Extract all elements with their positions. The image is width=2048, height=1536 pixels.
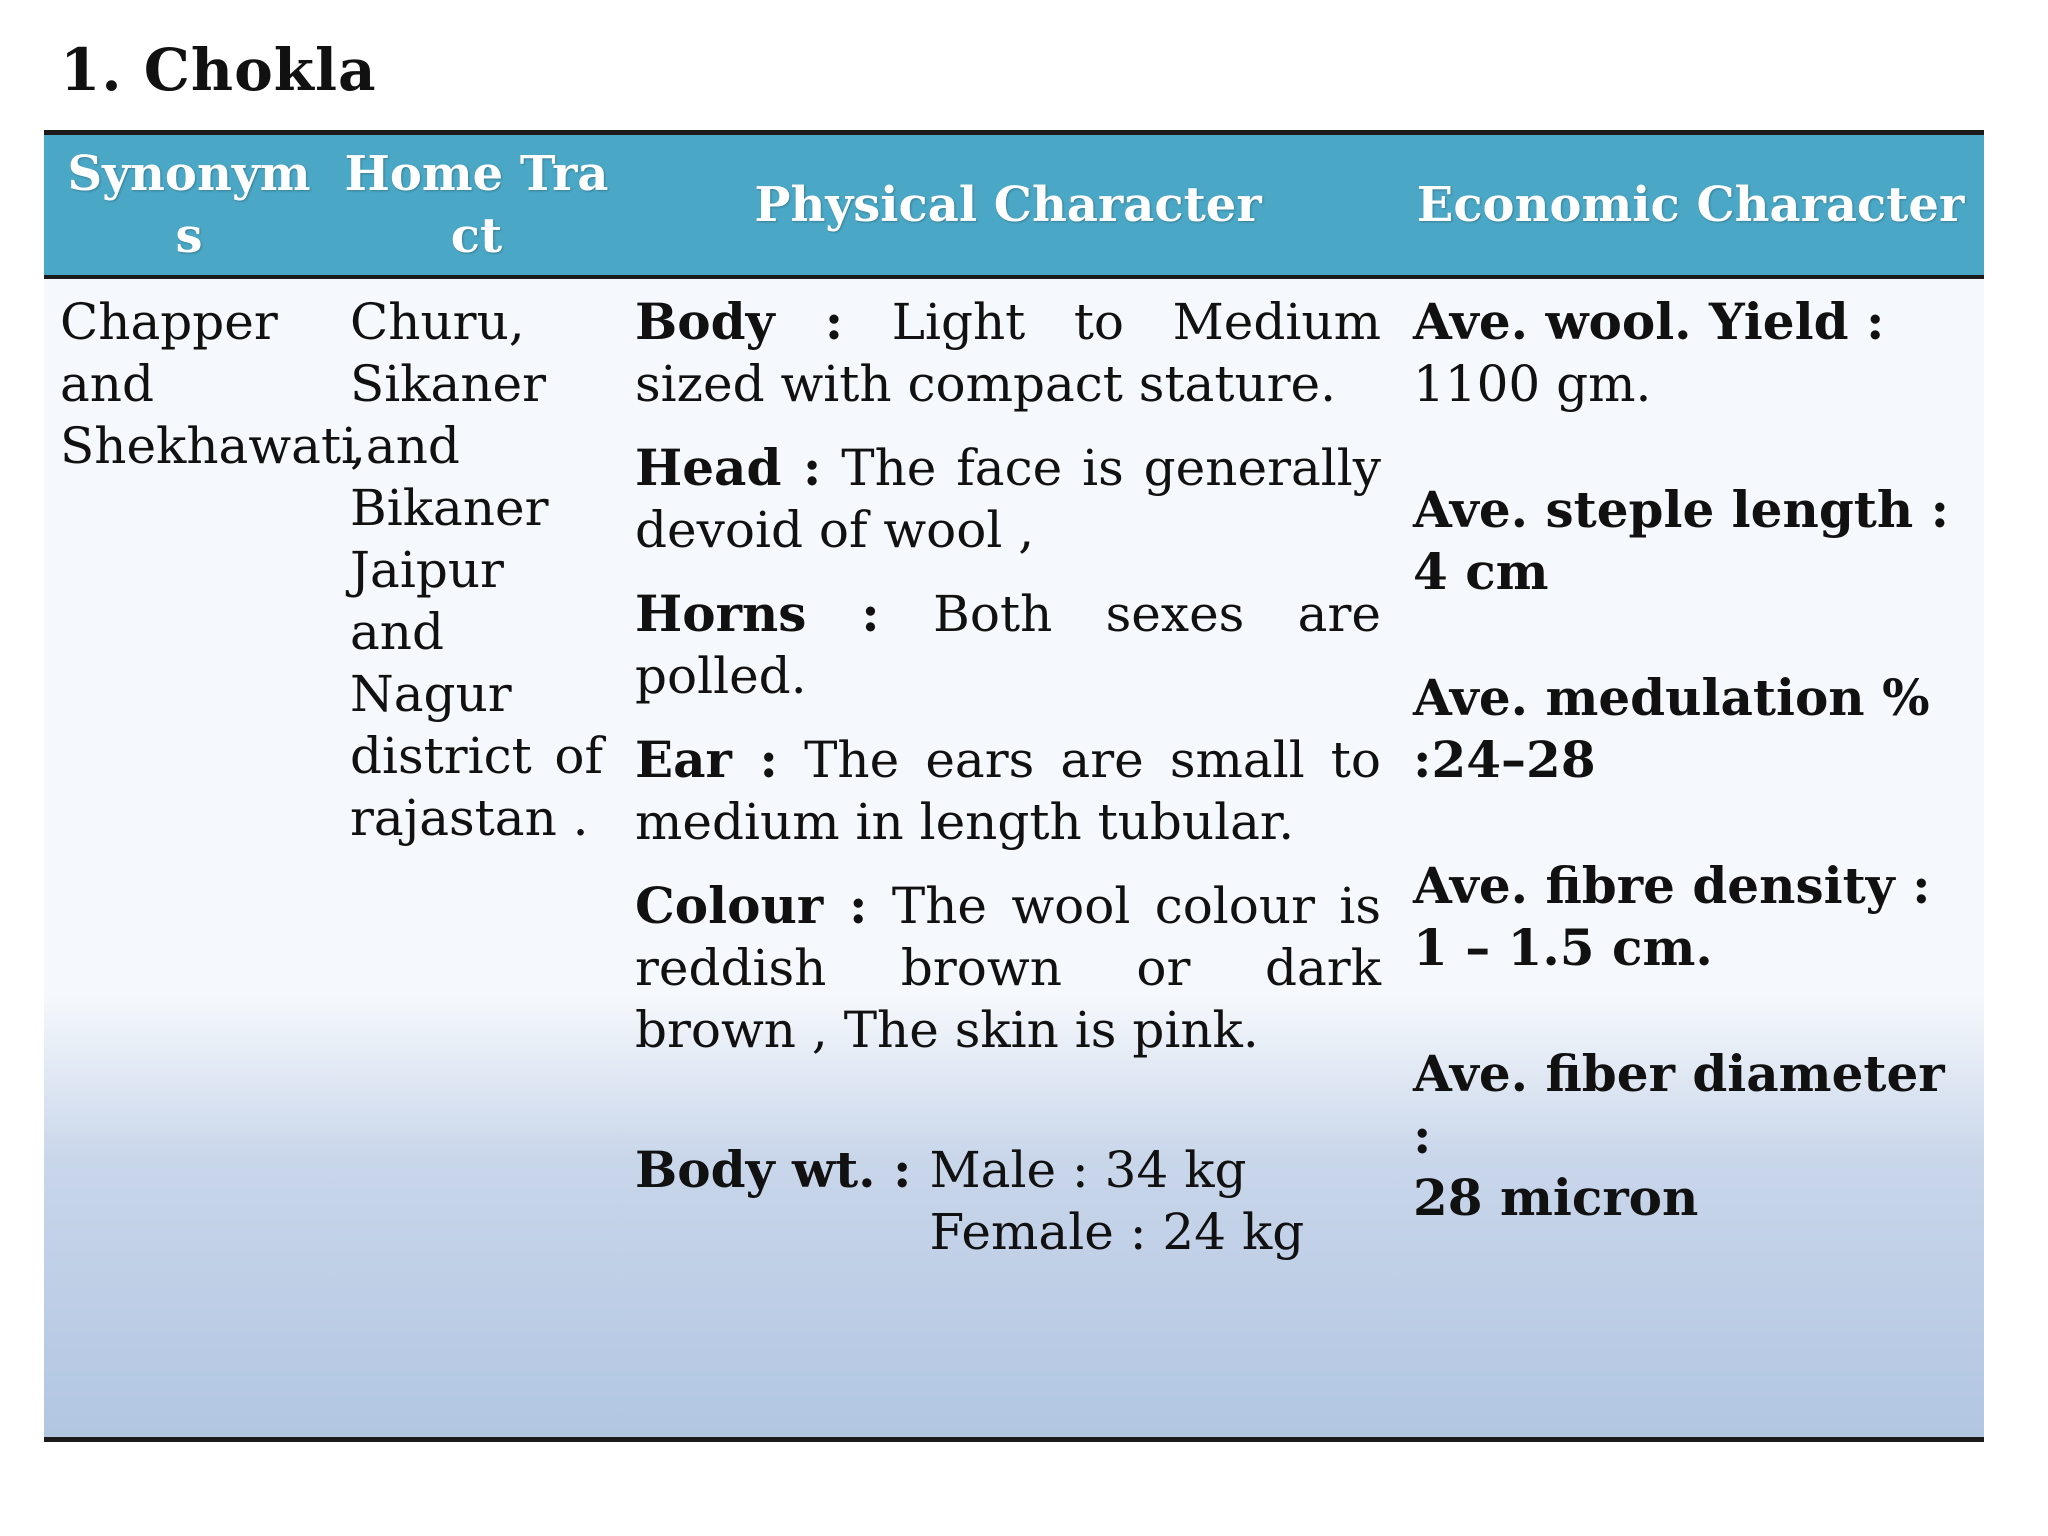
physical-body-weight-male: Male : 34 kg: [929, 1141, 1247, 1199]
header-synonyms: Synonyms: [44, 135, 334, 277]
economic-staple-length-value: 4 cm: [1413, 542, 1549, 601]
breed-table-grid: [44, 135, 1984, 1437]
physical-body-text: Light to Medium sized with compact stature.: [635, 293, 1381, 413]
economic-medulation-label: Ave. medulation %: [1413, 668, 1930, 727]
breed-table: [44, 130, 1984, 1442]
economic-medulation-value: :24–28: [1413, 730, 1596, 789]
economic-fiber-diameter: [1413, 1043, 1968, 1229]
economic-wool-yield: [1413, 291, 1968, 415]
cell-physical-character: [619, 277, 1397, 1437]
physical-body-weight-female: Female : 24 kg: [929, 1203, 1305, 1261]
physical-body-weight-label: Body wt. :: [635, 1140, 912, 1199]
header-home-tract: Home Tract: [334, 135, 619, 277]
physical-horns-text: Both sexes are polled.: [635, 585, 1381, 705]
table-header: [44, 135, 1984, 277]
physical-horns-label: Horns :: [635, 584, 880, 643]
table-header-row: [44, 135, 1984, 277]
physical-head-text: The face is generally devoid of wool ,: [635, 439, 1382, 559]
physical-head-label: Head :: [635, 438, 822, 497]
economic-staple-length: [1413, 479, 1968, 603]
economic-medulation: [1413, 667, 1968, 791]
physical-body-label: Body :: [635, 292, 844, 351]
cell-economic-character: [1397, 277, 1984, 1437]
economic-wool-yield-value: 1100 gm.: [1413, 355, 1652, 413]
cell-home-tract: Churu, Sikaner ,and Bikaner Jaipur and Nagur district of rajastan .: [334, 277, 619, 1437]
table-row: [44, 277, 1984, 1437]
physical-body: [635, 291, 1381, 415]
physical-head: [635, 437, 1381, 561]
economic-wool-yield-label: Ave. wool. Yield :: [1413, 292, 1885, 351]
physical-body-weight: [635, 1139, 1381, 1263]
economic-fibre-density-value: 1 – 1.5 cm.: [1413, 918, 1713, 977]
physical-ear-label: Ear :: [635, 730, 778, 789]
economic-staple-length-label: Ave. steple length :: [1413, 480, 1950, 539]
economic-fibre-density: [1413, 855, 1968, 979]
page-title: 1. Chokla: [60, 36, 377, 104]
physical-colour: [635, 875, 1381, 1061]
economic-fiber-diameter-label: Ave. fiber diameter :: [1413, 1044, 1945, 1165]
physical-horns: [635, 583, 1381, 707]
header-economic-character: Economic Character: [1397, 135, 1984, 277]
physical-colour-text: The wool colour is reddish brown or dark brown , The skin is pink.: [635, 877, 1381, 1059]
economic-fiber-diameter-value: 28 micron: [1413, 1168, 1699, 1227]
header-physical-character: Physical Character: [619, 135, 1397, 277]
physical-colour-label: Colour :: [635, 876, 868, 935]
economic-fibre-density-label: Ave. fibre density :: [1413, 856, 1931, 915]
physical-ear-text: The ears are small to medium in length tubular.: [635, 731, 1382, 851]
cell-synonyms: Chapper and Shekhawati: [44, 277, 334, 1437]
physical-ear: [635, 729, 1381, 853]
